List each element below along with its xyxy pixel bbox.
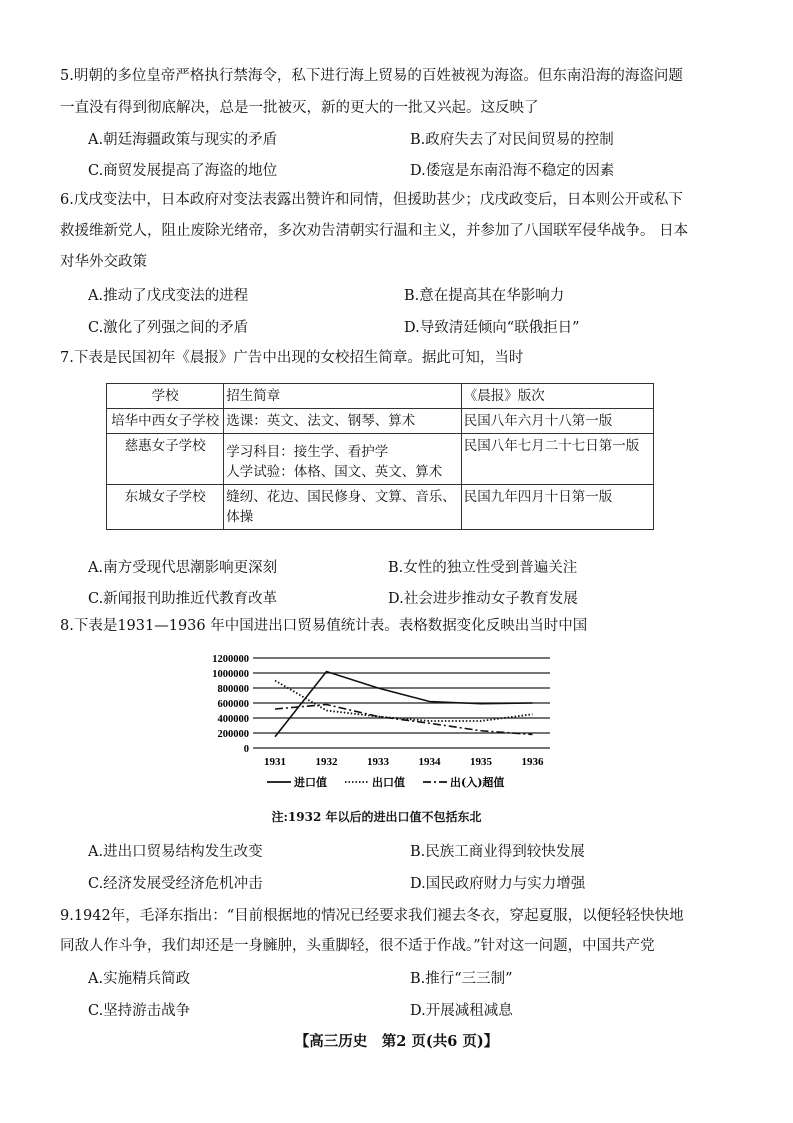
table-cell-school: 慈惠女子学校 <box>107 434 224 485</box>
x-tick-label: 1936 <box>521 756 544 768</box>
table-cell-edition: 民国八年六月十八第一版 <box>461 409 653 434</box>
table-header-row <box>107 384 654 409</box>
y-tick-label: 0 <box>243 744 249 755</box>
y-tick-label: 800000 <box>217 684 249 695</box>
q8-option-b: B.民族工商业得到较快发展 <box>410 844 585 860</box>
table-header: 招生简章 <box>224 384 461 409</box>
q7-option-c: C.新闻报刊助推近代教育改革 <box>88 591 278 607</box>
legend-label: 进口值 <box>294 776 327 789</box>
x-tick-label: 1932 <box>315 756 338 768</box>
x-tick-label: 1931 <box>264 756 286 768</box>
q8-option-a: A.进出口贸易结构发生改变 <box>88 844 263 860</box>
q6-stem-line1: 6.戊戌变法中，日本政府对变法表露出赞许和同情，但援助甚少；戊戌政变后，日本则公开或私下 <box>60 192 683 208</box>
q6-stem-line3: 对华外交政策 <box>60 254 147 270</box>
q5-option-b: B.政府失去了对民间贸易的控制 <box>410 132 614 148</box>
table-cell-school: 培华中西女子学校 <box>107 409 224 434</box>
x-tick-label: 1935 <box>470 756 492 768</box>
q6-option-b: B.意在提高其在华影响力 <box>404 288 565 304</box>
q9-stem-line1: 9.1942年，毛泽东指出：“目前根据地的情况已经要求我们褪去冬衣，穿起夏服，以便轻轻快快地 <box>60 908 684 924</box>
table-cell-brief <box>224 434 461 485</box>
y-tick-label: 1200000 <box>212 654 249 665</box>
q6-option-d: D.导致清廷倾向“联俄拒日” <box>404 320 580 336</box>
table-cell-brief: 缝纫、花边、国民修身、文算、音乐、体操 <box>224 485 461 530</box>
q9-option-a: A.实施精兵简政 <box>88 971 191 987</box>
q8-option-d: D.国民政府财力与实力增强 <box>410 876 586 892</box>
x-tick-label: 1933 <box>367 756 389 768</box>
q8-option-c: C.经济发展受经济危机冲击 <box>88 876 263 892</box>
q5-option-d: D.倭寇是东南沿海不稳定的因素 <box>410 163 615 179</box>
brief-text: 学习科目：接生学、看护学 <box>226 444 389 460</box>
table-header: 《晨报》版次 <box>461 384 653 409</box>
q8-stem: 8.下表是1931—1936 年中国进出口贸易值统计表。表格数据变化反映出当时中国 <box>60 618 588 634</box>
y-tick-label: 1000000 <box>212 669 249 680</box>
table-row <box>107 409 654 434</box>
table-cell-edition: 民国八年七月二十七日第一版 <box>461 434 653 485</box>
q9-option-b: B.推行“三三制” <box>410 971 513 987</box>
q7-stem: 7.下表是民国初年《晨报》广告中出现的女校招生简章。据此可知，当时 <box>60 350 524 366</box>
q5-option-c: C.商贸发展提高了海盗的地位 <box>88 163 278 179</box>
page-footer: 【高三历史 第2 页(共6 页)】 <box>294 1033 499 1050</box>
q9-option-c: C.坚持游击战争 <box>88 1003 191 1019</box>
y-tick-label: 200000 <box>217 729 249 740</box>
brief-text: 人学试验：体格、国文、英文、算术 <box>226 464 443 480</box>
q5-stem-line1: 5.明朝的多位皇帝严格执行禁海令，私下进行海上贸易的百姓被视为海盗。但东南沿海的海盗问题 <box>60 68 683 84</box>
table-cell-brief <box>224 409 461 434</box>
chart-note: 注:1932 年以后的进出口值不包括东北 <box>271 810 482 824</box>
y-tick-label: 400000 <box>217 714 249 725</box>
table-header: 学校 <box>107 384 224 409</box>
x-tick-label: 1934 <box>418 756 441 768</box>
q7-option-a: A.南方受现代思潮影响更深刻 <box>88 560 278 576</box>
series-line <box>275 672 533 737</box>
q7-option-b: B.女性的独立性受到普遍关注 <box>388 560 578 576</box>
table-row <box>107 434 654 485</box>
table-cell-edition: 民国九年四月十日第一版 <box>461 485 653 530</box>
q6-option-a: A.推动了戊戌变法的进程 <box>88 288 249 304</box>
q9-option-d: D.开展减租减息 <box>410 1003 513 1019</box>
q7-table <box>106 383 654 530</box>
legend-label: 出口值 <box>372 776 405 789</box>
y-tick-label: 600000 <box>217 699 249 710</box>
q5-option-a: A.朝廷海疆政策与现实的矛盾 <box>88 132 278 148</box>
q9-stem-line2: 同敌人作斗争，我们却还是一身臃肿，头重脚轻，很不适于作战。”针对这一问题，中国共产党 <box>60 938 655 954</box>
q6-stem-line2: 救援维新党人，阻止废除光绪帝，多次劝告清朝实行温和主义，并参加了八国联军侵华战争。 日本 <box>60 223 689 239</box>
table-cell-school: 东城女子学校 <box>107 485 224 530</box>
q7-option-d: D.社会进步推动女子教育发展 <box>388 591 578 607</box>
q5-stem-line2: 一直没有得到彻底解决，总是一批被灭，新的更大的一批又兴起。这反映了 <box>60 100 539 116</box>
table-row <box>107 485 654 530</box>
legend-label: 出(入)超值 <box>450 776 505 789</box>
q6-option-c: C.激化了列强之间的矛盾 <box>88 320 249 336</box>
trade-line-chart <box>195 648 565 808</box>
brief-text: 选课：英文、法文、钢琴、算术 <box>226 413 416 429</box>
